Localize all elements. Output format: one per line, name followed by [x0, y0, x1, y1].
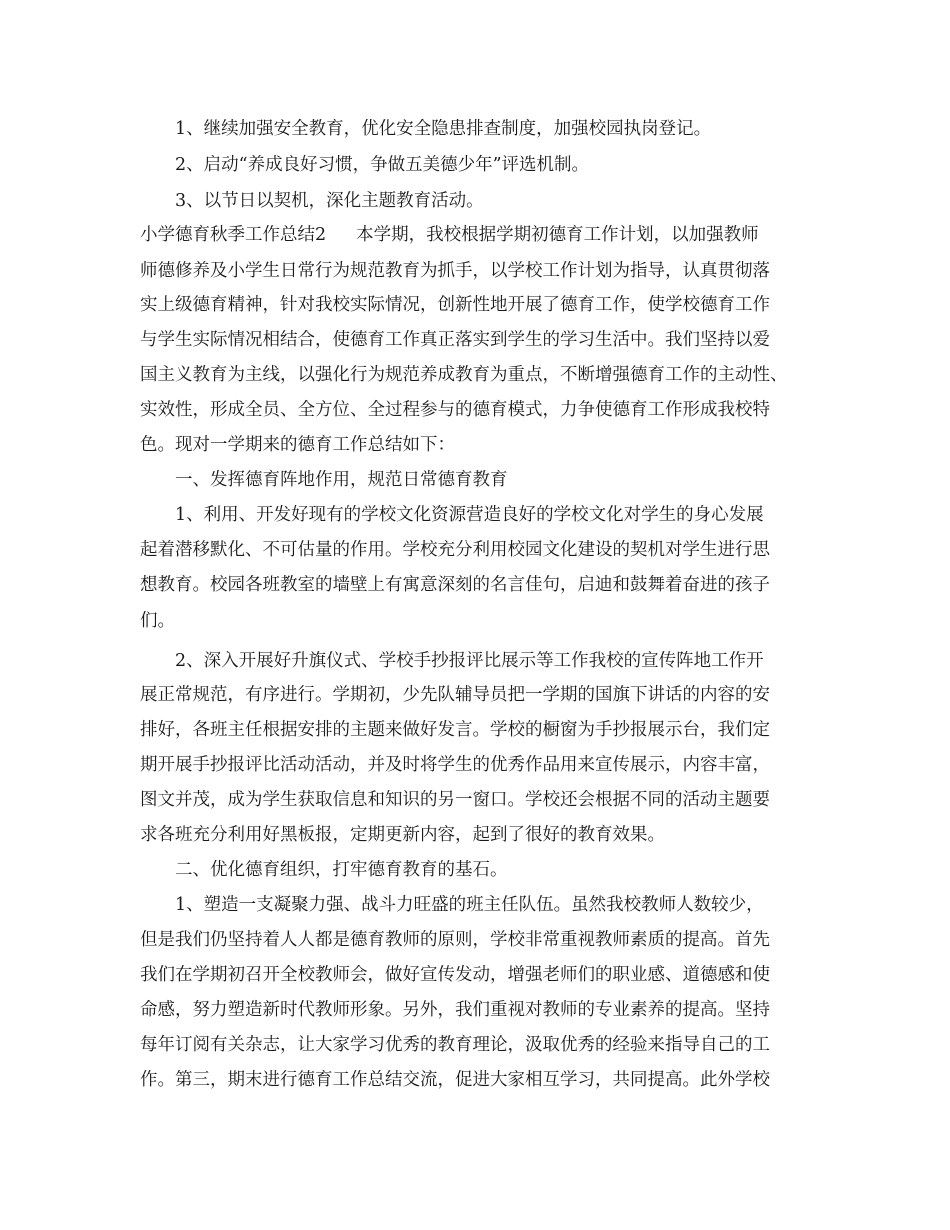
- paragraph-line: 们。: [140, 611, 175, 631]
- list-item: 3、以节日以契机，深化主题教育活动。: [175, 191, 484, 211]
- paragraph-line: 图文并茂，成为学生获取信息和知识的另一窗口。学校还会根据不同的活动主题要: [140, 790, 770, 810]
- paragraph-line: 1、塑造一支凝聚力强、战斗力旺盛的班主任队伍。虽然我校教师人数较少，: [175, 895, 764, 915]
- paragraph-line: 1、利用、开发好现有的学校文化资源营造良好的学校文化对学生的身心发展: [175, 505, 764, 525]
- paragraph-line: 实上级德育精神，针对我校实际情况，创新性地开展了德育工作，使学校德育工作: [140, 295, 770, 315]
- paragraph-line: 起着潜移默化、不可估量的作用。学校充分利用校园文化建设的契机对学生进行思: [140, 540, 770, 560]
- paragraph-line: 展正常规范，有序进行。学期初，少先队辅导员把一学期的国旗下讲话的内容的安: [140, 685, 770, 705]
- paragraph-line: 命感，努力塑造新时代教师形象。另外，我们重视对教师的专业素养的提高。坚持: [140, 1000, 770, 1020]
- paragraph-line: 2、深入开展好升旗仪式、学校手抄报评比展示等工作我校的宣传阵地工作开: [175, 651, 764, 671]
- title-line: [140, 224, 759, 246]
- paragraph-line: 求各班充分利用好黑板报，定期更新内容，起到了很好的教育效果。: [140, 825, 665, 845]
- paragraph-line: 色。现对一学期来的德育工作总结如下：: [140, 435, 455, 455]
- section-title: 小学德育秋季工作总结2: [140, 225, 327, 245]
- paragraph-line: 国主义教育为主线，以强化行为规范养成教育为重点，不断增强德育工作的主动性、: [140, 365, 788, 385]
- paragraph-line: 每年订阅有关杂志，让大家学习优秀的教育理论，汲取优秀的经验来指导自己的工: [140, 1035, 770, 1055]
- paragraph-line: 但是我们仍坚持着人人都是德育教师的原则，学校非常重视教师素质的提高。首先: [140, 930, 770, 950]
- paragraph-line: 想教育。校园各班教室的墙壁上有寓意深刻的名言佳句，启迪和鼓舞着奋进的孩子: [140, 575, 770, 595]
- paragraph-line: 排好，各班主任根据安排的主题来做好发言。学校的橱窗为手抄报展示台，我们定: [140, 720, 770, 740]
- intro-first-line: 本学期，我校根据学期初德育工作计划，以加强教师: [356, 225, 759, 245]
- paragraph-line: 期开展手抄报评比活动活动，并及时将学生的优秀作品用来宣传展示，内容丰富，: [140, 755, 770, 775]
- list-item: 2、启动“养成良好习惯，争做五美德少年”评选机制。: [175, 155, 590, 175]
- paragraph-line: 作。第三，期末进行德育工作总结交流，促进大家相互学习，共同提高。此外学校: [140, 1070, 770, 1090]
- paragraph-line: 我们在学期初召开全校教师会，做好宣传发动，增强老师们的职业感、道德感和使: [140, 965, 770, 985]
- paragraph-line: 与学生实际情况相结合，使德育工作真正落实到学生的学习生活中。我们坚持以爱: [140, 330, 770, 350]
- section-heading: 一、发挥德育阵地作用，规范日常德育教育: [175, 470, 508, 490]
- paragraph-line: 师德修养及小学生日常行为规范教育为抓手，以学校工作计划为指导，认真贯彻落: [140, 261, 770, 281]
- section-heading: 二、优化德育组织，打牢德育教育的基石。: [175, 860, 508, 880]
- list-item: 1、继续加强安全教育，优化安全隐患排查制度，加强校园执岗登记。: [175, 119, 712, 139]
- paragraph-line: 实效性，形成全员、全方位、全过程参与的德育模式，力争使德育工作形成我校特: [140, 400, 770, 420]
